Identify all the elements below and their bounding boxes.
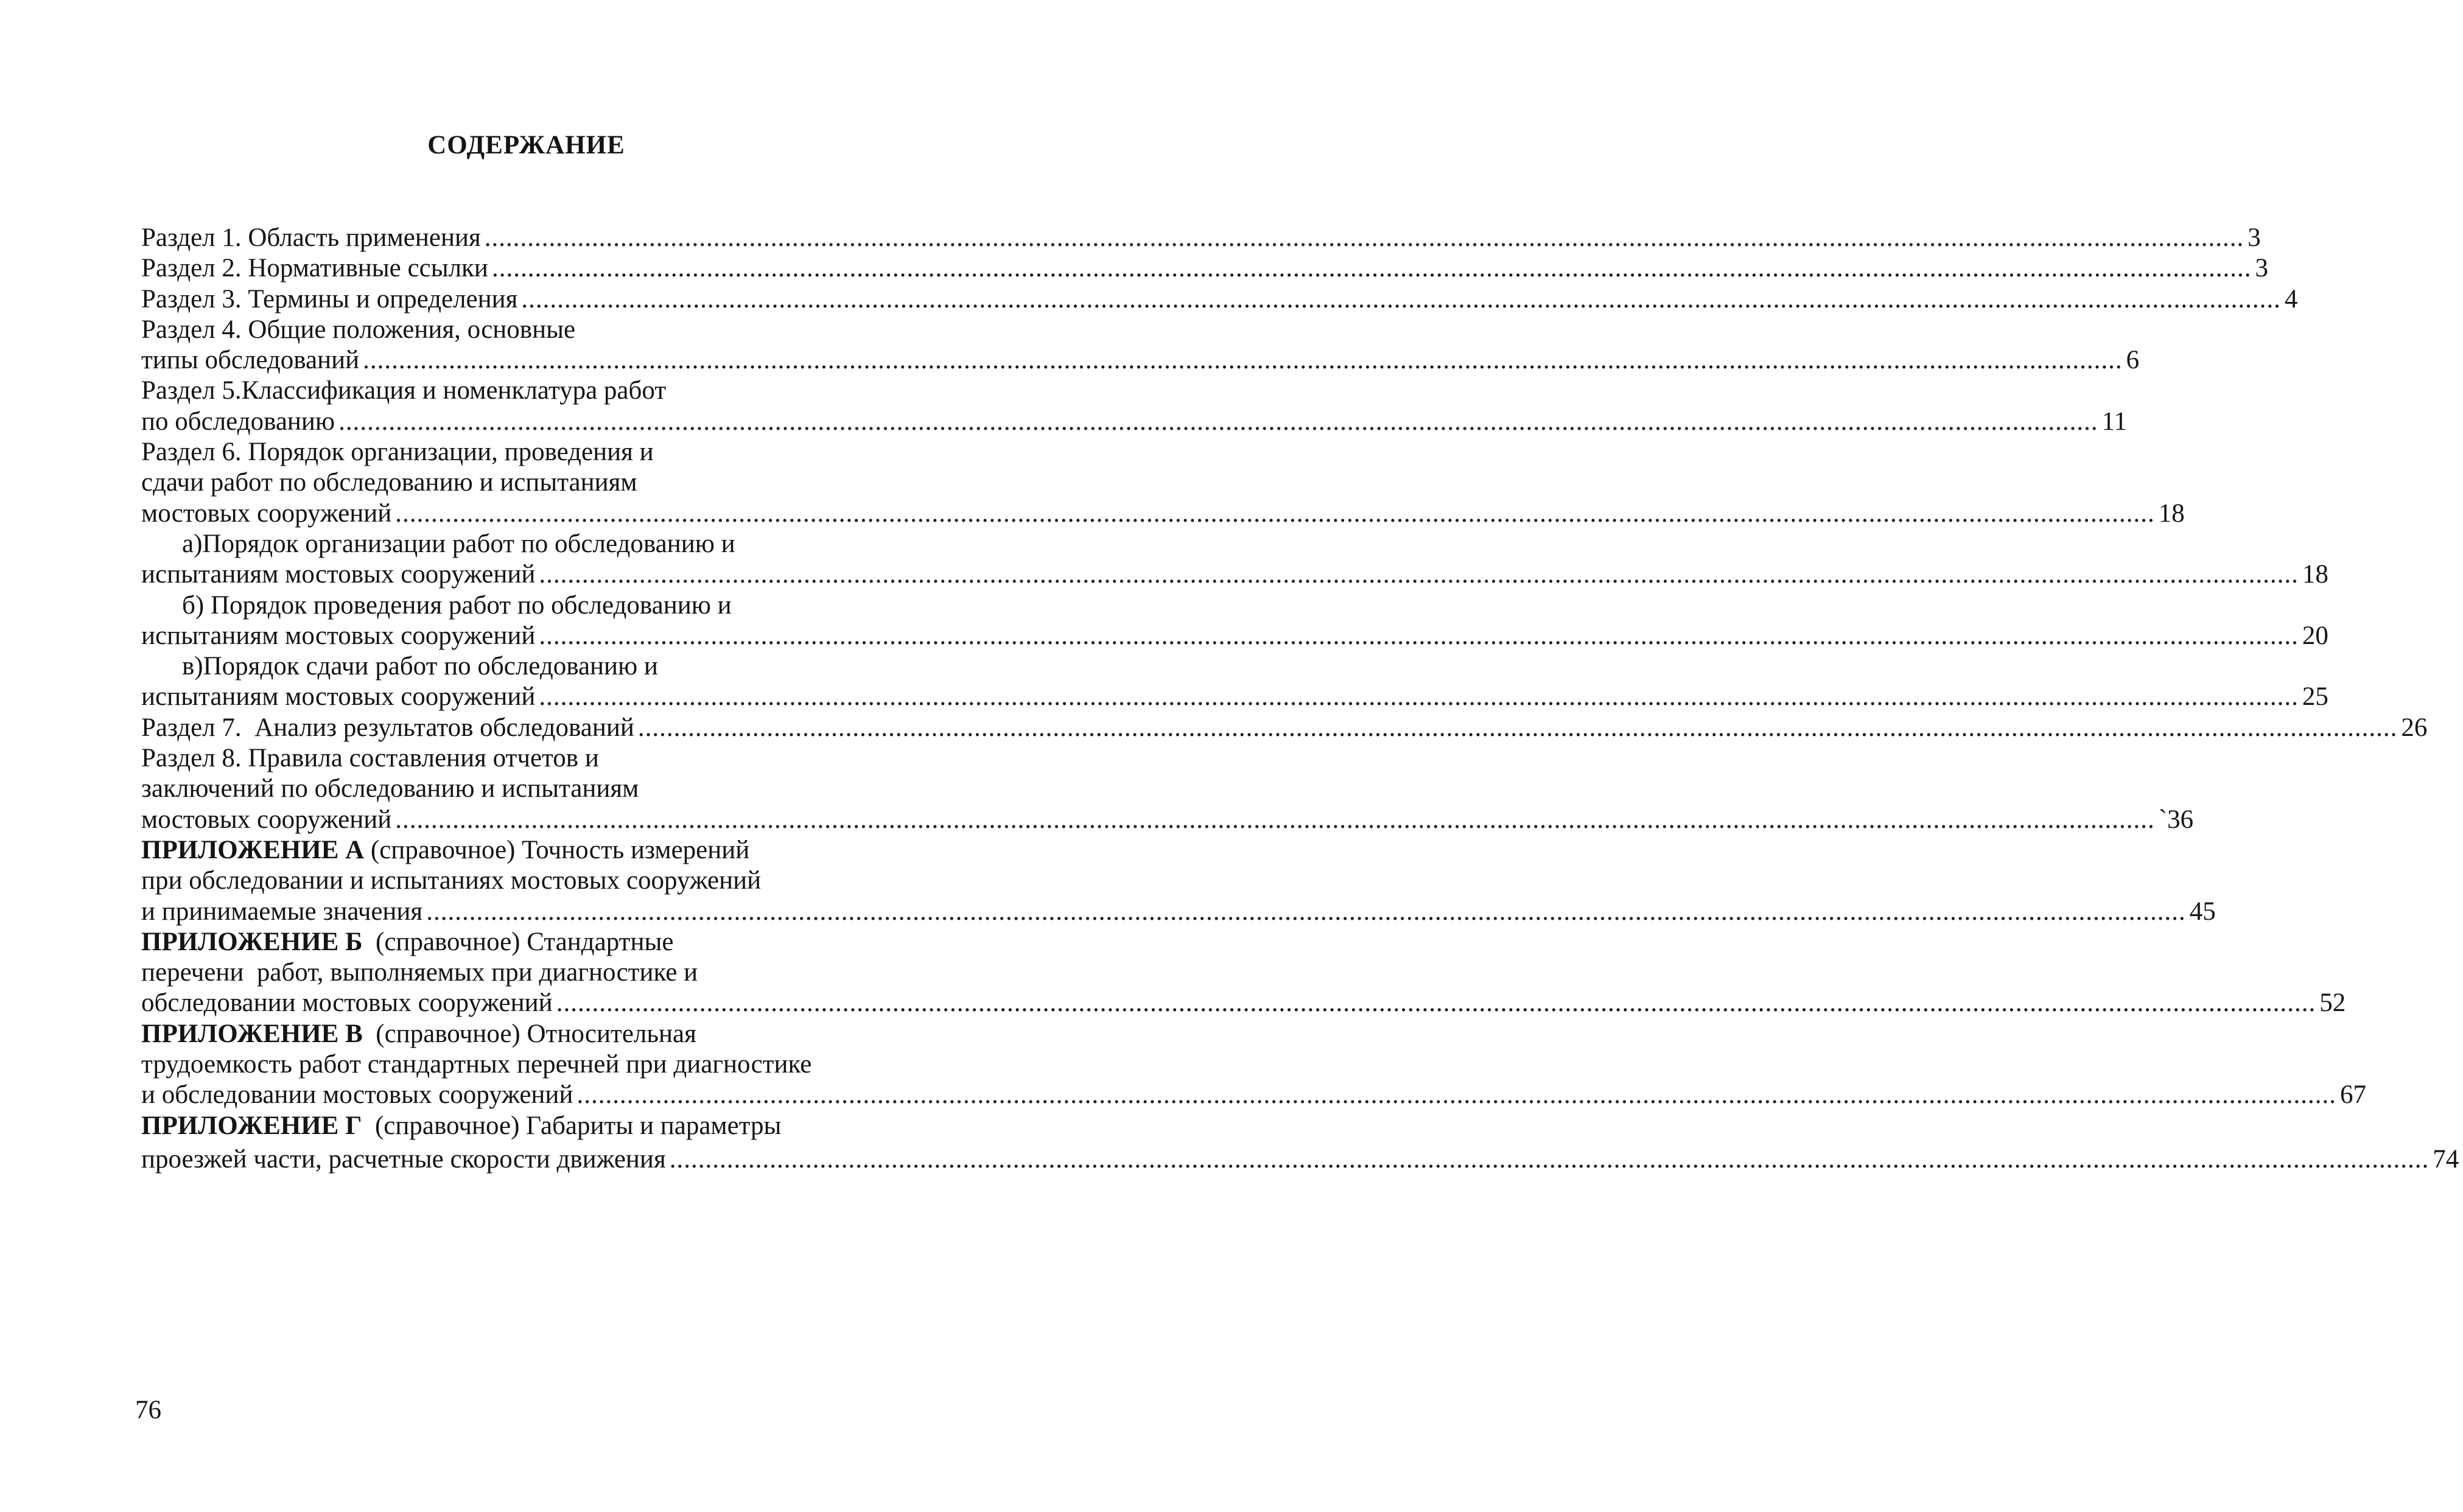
leader-dots [576,1080,2336,1110]
toc-entry-section-6-line2[interactable]: сдачи работ по обследованию и испытаниям [141,468,637,497]
page-ref: 3 [2248,223,2261,252]
page-ref: `36 [2158,805,2194,834]
page-ref: 45 [2189,897,2216,926]
leader-dots [539,621,2299,651]
toc-entry-appendix-b[interactable]: обследовании мостовых сооружений ..... 52 [141,988,860,1018]
toc-entry-section-3[interactable]: Раздел 3. Термины и определения ..... 4 [141,284,860,315]
leader-dots [638,713,2398,743]
leader-dots [395,499,2155,529]
toc-entry-section-2[interactable]: Раздел 2. Нормативные ссылки ..... 3 [141,253,860,284]
leader-dots [338,407,2098,437]
leader-dots [521,284,2281,315]
leader-dots [426,897,2186,927]
page-ref: 3 [2255,254,2268,283]
toc-entry-section-6[interactable]: мостовых сооружений ..... 18 [141,499,860,529]
page-ref: 6 [2126,346,2140,375]
appendix-v-label: ПРИЛОЖЕНИЕ В [141,1019,363,1048]
toc-entry-appendix-a-line1[interactable]: ПРИЛОЖЕНИЕ А (справочное) Точность измерений [141,835,750,864]
toc-entry-appendix-a-line2[interactable]: при обследовании и испытаниях мостовых сооружений [141,866,762,895]
toc-entry-appendix-a[interactable]: и принимаемые значения ..... 45 [141,897,860,927]
section-7-text: Анализ результатов обследований [254,713,634,742]
page-ref: 11 [2101,407,2127,436]
appendix-a-label: ПРИЛОЖЕНИЕ А [141,835,365,864]
toc-entry-section-6c[interactable]: испытаниям мостовых сооружений ..... 25 [141,682,860,712]
toc-entry-section-6-line1[interactable]: Раздел 6. Порядок организации, проведения и [141,438,654,467]
toc-entry-appendix-v-line2[interactable]: трудоемкость работ стандартных перечней при диагностике [141,1050,812,1079]
leader-dots [485,223,2244,253]
toc-entry-section-8-line2[interactable]: заключений по обследованию и испытаниям [141,774,639,803]
page-ref: 4 [2284,284,2298,313]
page-ref: 74 [2433,1144,2459,1174]
toc-entry-section-6c-line1[interactable]: в)Порядок сдачи работ по обследованию и [182,652,658,681]
toc-entry-section-1[interactable]: Раздел 1. Область применения ..... 3 [141,223,860,253]
page-ref: 20 [2302,621,2328,650]
toc-entry-appendix-b-line1[interactable]: ПРИЛОЖЕНИЕ Б (справочное) Стандартные [141,927,674,956]
toc-entry-section-7[interactable] [141,713,2428,743]
page-ref: 52 [2319,989,2346,1018]
toc-entry-section-4-line1[interactable]: Раздел 4. Общие положения, основные [141,315,576,344]
toc-entry-section-6a-line1[interactable]: а)Порядок организации работ по обследованию и [182,529,735,558]
page-ref: 25 [2302,682,2328,712]
page-ref: 18 [2158,499,2185,528]
appendix-g-label: ПРИЛОЖЕНИЕ Г [141,1111,362,1140]
toc-entry-section-4[interactable]: типы обследований ..... 6 [141,345,860,376]
appendix-b-label: ПРИЛОЖЕНИЕ Б [141,927,363,956]
leader-dots [670,1141,2430,1178]
toc-entry-section-6b[interactable]: испытаниям мостовых сооружений ..... 20 [141,621,860,651]
toc-entry-appendix-g-line1[interactable]: ПРИЛОЖЕНИЕ Г (справочное) Габариты и параметры [141,1111,782,1140]
page-number: 76 [135,1396,161,1424]
toc-entry-section-6b-line1[interactable]: б) Порядок проведения работ по обследованию и [182,590,732,620]
page-title: СОДЕРЖАНИЕ [427,131,625,159]
toc-entry-appendix-v-line1[interactable]: ПРИЛОЖЕНИЕ В (справочное) Относительная [141,1019,696,1048]
table-of-contents [141,223,2459,1178]
toc-entry-section-8[interactable]: мостовых сооружений ..... `36 [141,805,860,835]
leader-dots [395,805,2155,835]
leader-dots [539,682,2299,712]
toc-entry-appendix-g[interactable]: проезжей части, расчетные скорости движения ..... 74 [141,1141,860,1178]
leader-dots [556,988,2316,1018]
toc-entry-appendix-v[interactable]: и обследовании мостовых сооружений ..... 67 [141,1080,860,1110]
toc-entry-section-8-line1[interactable]: Раздел 8. Правила составления отчетов и [141,744,599,773]
toc-entry-appendix-b-line2[interactable]: перечени работ, выполняемых при диагностике и [141,958,698,987]
leader-dots [492,253,2252,284]
toc-entry-section-5[interactable]: по обследованию ..... 11 [141,407,860,437]
leader-dots [539,559,2299,590]
toc-entry-section-6a[interactable]: испытаниям мостовых сооружений ..... 18 [141,559,860,590]
section-7-label: Раздел 7. [141,713,242,742]
leader-dots [363,345,2123,376]
page-ref: 67 [2339,1080,2366,1110]
page-ref: 26 [2401,713,2428,742]
page-ref: 18 [2302,560,2328,589]
toc-entry-section-5-line1[interactable]: Раздел 5.Классификация и номенклатура работ [141,376,667,405]
